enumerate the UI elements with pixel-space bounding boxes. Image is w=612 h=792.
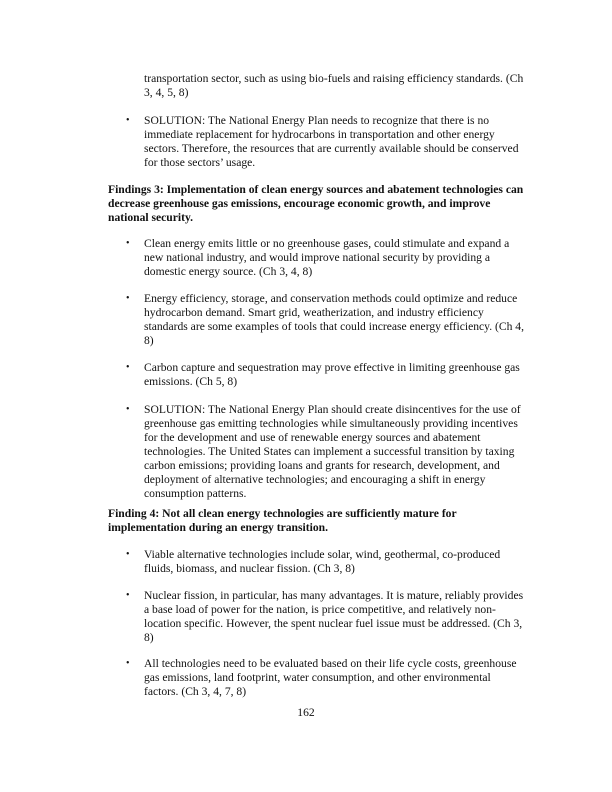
text-line: for the development and use of renewable energy sources and abatement [144, 431, 481, 444]
heading-line: Findings 3: Implementation of clean energy sources and abatement technologies can [108, 183, 524, 196]
bullet-icon: • [126, 658, 130, 669]
text-line: greenhouse gas emitting technologies while simultaneously providing incentives [144, 417, 518, 430]
text-line: standards are some examples of tools that could increase energy efficiency. (Ch 4, [144, 320, 524, 333]
text-line: SOLUTION: The National Energy Plan needs to recognize that there is no [144, 114, 490, 127]
bullet-icon: • [126, 404, 130, 415]
text-line: technologies. The United States can implement a successful transition by taxing [144, 445, 515, 458]
text-line: Viable alternative technologies include solar, wind, geothermal, co-produced [144, 548, 501, 561]
text-line: domestic energy source. (Ch 3, 4, 8) [144, 265, 313, 278]
text-line: gas emissions, land footprint, water consumption, and other environmental [144, 671, 491, 684]
text-line: Energy efficiency, storage, and conservation methods could optimize and reduce [144, 292, 518, 305]
text-line: factors. (Ch 3, 4, 7, 8) [144, 685, 247, 698]
bullet-icon: • [126, 293, 130, 304]
bullet-icon: • [126, 115, 130, 126]
heading-line: decrease greenhouse gas emissions, encourage economic growth, and improve [108, 197, 491, 210]
text-line: new national industry, and would improve national security by providing a [144, 251, 491, 264]
bullet-icon: • [126, 362, 130, 373]
heading-line: implementation during an energy transition. [108, 521, 328, 534]
bullet-icon: • [126, 549, 130, 560]
text-line: for those sectors’ usage. [144, 156, 256, 169]
text-line: 8) [144, 631, 154, 644]
text-line: transportation sector, such as using bio-fuels and raising efficiency standards. (Ch [144, 72, 524, 85]
text-line: emissions. (Ch 5, 8) [144, 375, 238, 388]
bullet-icon: • [126, 238, 130, 249]
text-line: Carbon capture and sequestration may prove effective in limiting greenhouse gas [144, 361, 520, 374]
text-line: a base load of power for the nation, is price competitive, and relatively non- [144, 603, 496, 616]
heading-line: national security. [108, 211, 194, 224]
text-line: hydrocarbon demand. Smart grid, weatherization, and industry efficiency [144, 306, 484, 319]
text-line: 8) [144, 334, 154, 347]
page-number: 162 [297, 706, 315, 719]
text-line: 3, 4, 5, 8) [144, 86, 189, 99]
heading-line: Finding 4: Not all clean energy technologies are sufficiently mature for [108, 507, 457, 520]
text-line: sectors. Therefore, the resources that are currently available should be conserved [144, 142, 519, 155]
text-line: Clean energy emits little or no greenhouse gases, could stimulate and expand a [144, 237, 510, 250]
text-line: immediate replacement for hydrocarbons in transportation and other energy [144, 128, 495, 141]
text-line: SOLUTION: The National Energy Plan should create disincentives for the use of [144, 403, 521, 416]
text-line: deployment of alternative technologies; and encouraging a shift in energy [144, 473, 486, 486]
text-line: location specific. However, the spent nuclear fuel issue must be addressed. (Ch 3, [144, 617, 523, 630]
text-line: carbon emissions; providing loans and grants for research, development, and [144, 459, 500, 472]
text-line: All technologies need to be evaluated based on their life cycle costs, greenhouse [144, 657, 517, 670]
text-line: Nuclear fission, in particular, has many advantages. It is mature, reliably provides [144, 589, 524, 602]
text-line: fluids, biomass, and nuclear fission. (Ch 3, 8) [144, 562, 355, 575]
text-line: consumption patterns. [144, 487, 247, 500]
bullet-icon: • [126, 590, 130, 601]
